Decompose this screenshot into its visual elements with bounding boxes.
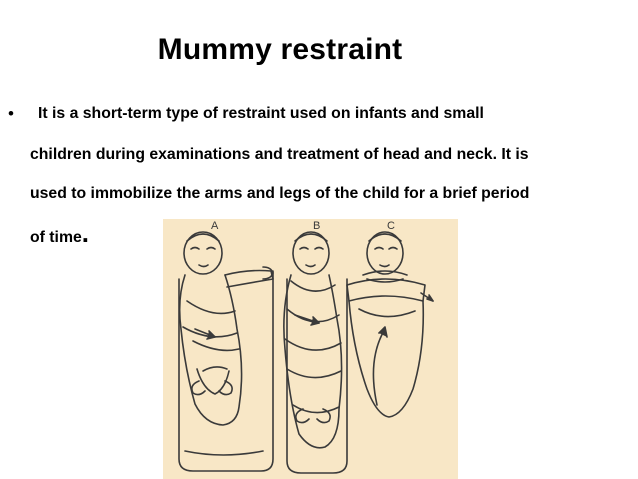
figure-label-a: A <box>211 220 219 232</box>
mummy-restraint-illustration <box>163 219 458 479</box>
paragraph-line-4-text: of time <box>30 229 82 246</box>
trailing-period: . <box>81 218 90 248</box>
paragraph-line-1: It is a short-term type of restraint used on infants and small <box>38 105 484 122</box>
figure-label-c: C <box>387 220 395 232</box>
figure-label-b: B <box>313 220 321 232</box>
illustration-svg <box>163 219 458 479</box>
bullet-marker: • <box>8 104 14 123</box>
paragraph-line-3: used to immobilize the arms and legs of the child for a brief period <box>30 185 530 202</box>
slide-title: Mummy restraint <box>157 33 403 66</box>
paragraph-line-2: children during examinations and treatment of head and neck. It is <box>30 146 529 163</box>
paragraph-line-4 <box>30 218 90 248</box>
